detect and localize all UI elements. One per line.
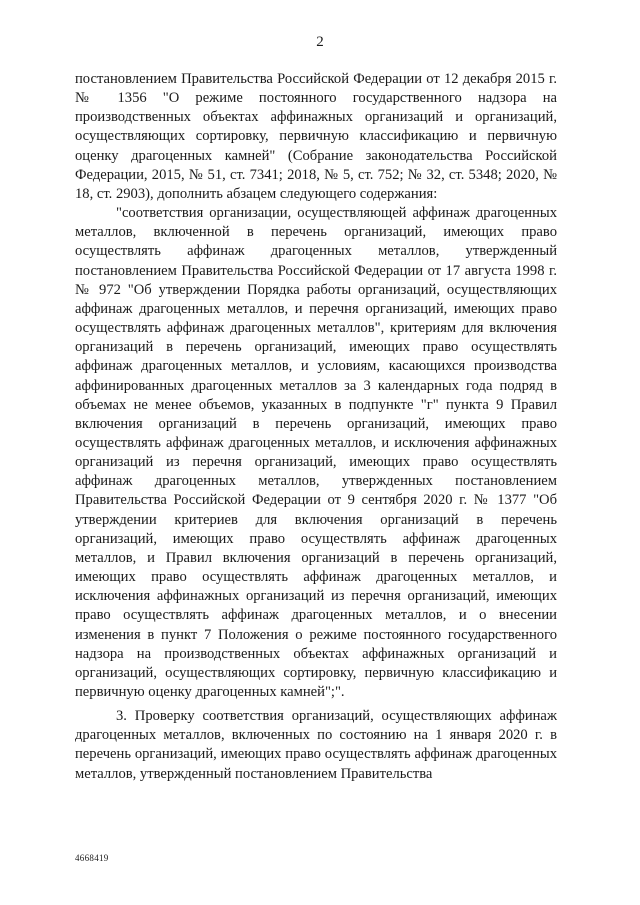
document-body [75,70,557,784]
document-id: 4668419 [75,853,109,863]
paragraph-continuation: постановлением Правительства Российской Федерации от 12 декабря 2015 г. № 1356 "О режиме постоянного государственного надзора на производственных объектах аффинажных организаций и организаций, осуществляющих сортировку, первичную классификацию и первичную оценку драгоценных камней" (Собрание законодательства Российской Федерации, 2015, № 51, ст. 7341; 2018, № 5, ст. 752; № 32, ст. 5348; 2020, № 18, ст. 2903), дополнить абзацем следующего содержания: [75,71,557,202]
paragraph-quoted-amendment: "соответствия организации, осуществляющей аффинаж драгоценных металлов, включенной в перечень организаций, имеющих право осуществлять аффинаж драгоценных металлов, утвержденный постановлением Правительства Российской Федерации от 17 августа 1998 г. № 972 "Об утверждении Порядка работы организаций, осуществляющих аффинаж драгоценных металлов, и перечня организаций, имеющих право осуществлять аффинаж драгоценных металлов", критериям для включения организаций в перечень организаций, имеющих право осуществлять аффинаж драгоценных металлов, и условиям, касающихся производства аффинированных драгоценных металлов за 3 календарных года подряд в объемах не менее объемов, указанных в подпункте "г" пункта 9 Правил включения организаций в перечень организаций, имеющих право осуществлять аффинаж драгоценных металлов, и исключения аффинажных организаций из перечня организаций, имеющих право осуществлять аффинаж драгоценных металлов, утвержденных постановлением Правительства Российской Федерации от 9 сентября 2020 г. № 1377 "Об утверждении критериев для включения организаций в перечень организаций, имеющих право осуществлять аффинаж драгоценных металлов, и Правил включения организаций в перечень организаций, имеющих право осуществлять аффинаж драгоценных металлов, и исключения аффинажных организаций из перечня организаций, имеющих право осуществлять аффинаж драгоценных металлов, и о внесении изменения в пункт 7 Положения о режиме постоянного государственного надзора на производственных объектах аффинажных организаций и организаций, осуществляющих сортировку, первичную классификацию и первичную оценку драгоценных камней";". [75,205,557,700]
page-number: 2 [316,34,324,50]
paragraph-item-3: 3. Проверку соответствия организаций, осуществляющих аффинаж драгоценных металлов, включенных по состоянию на 1 января 2020 г. в перечень организаций, имеющих право осуществлять аффинаж драгоценных металлов, утвержденный постановлением Правительства [75,708,557,782]
